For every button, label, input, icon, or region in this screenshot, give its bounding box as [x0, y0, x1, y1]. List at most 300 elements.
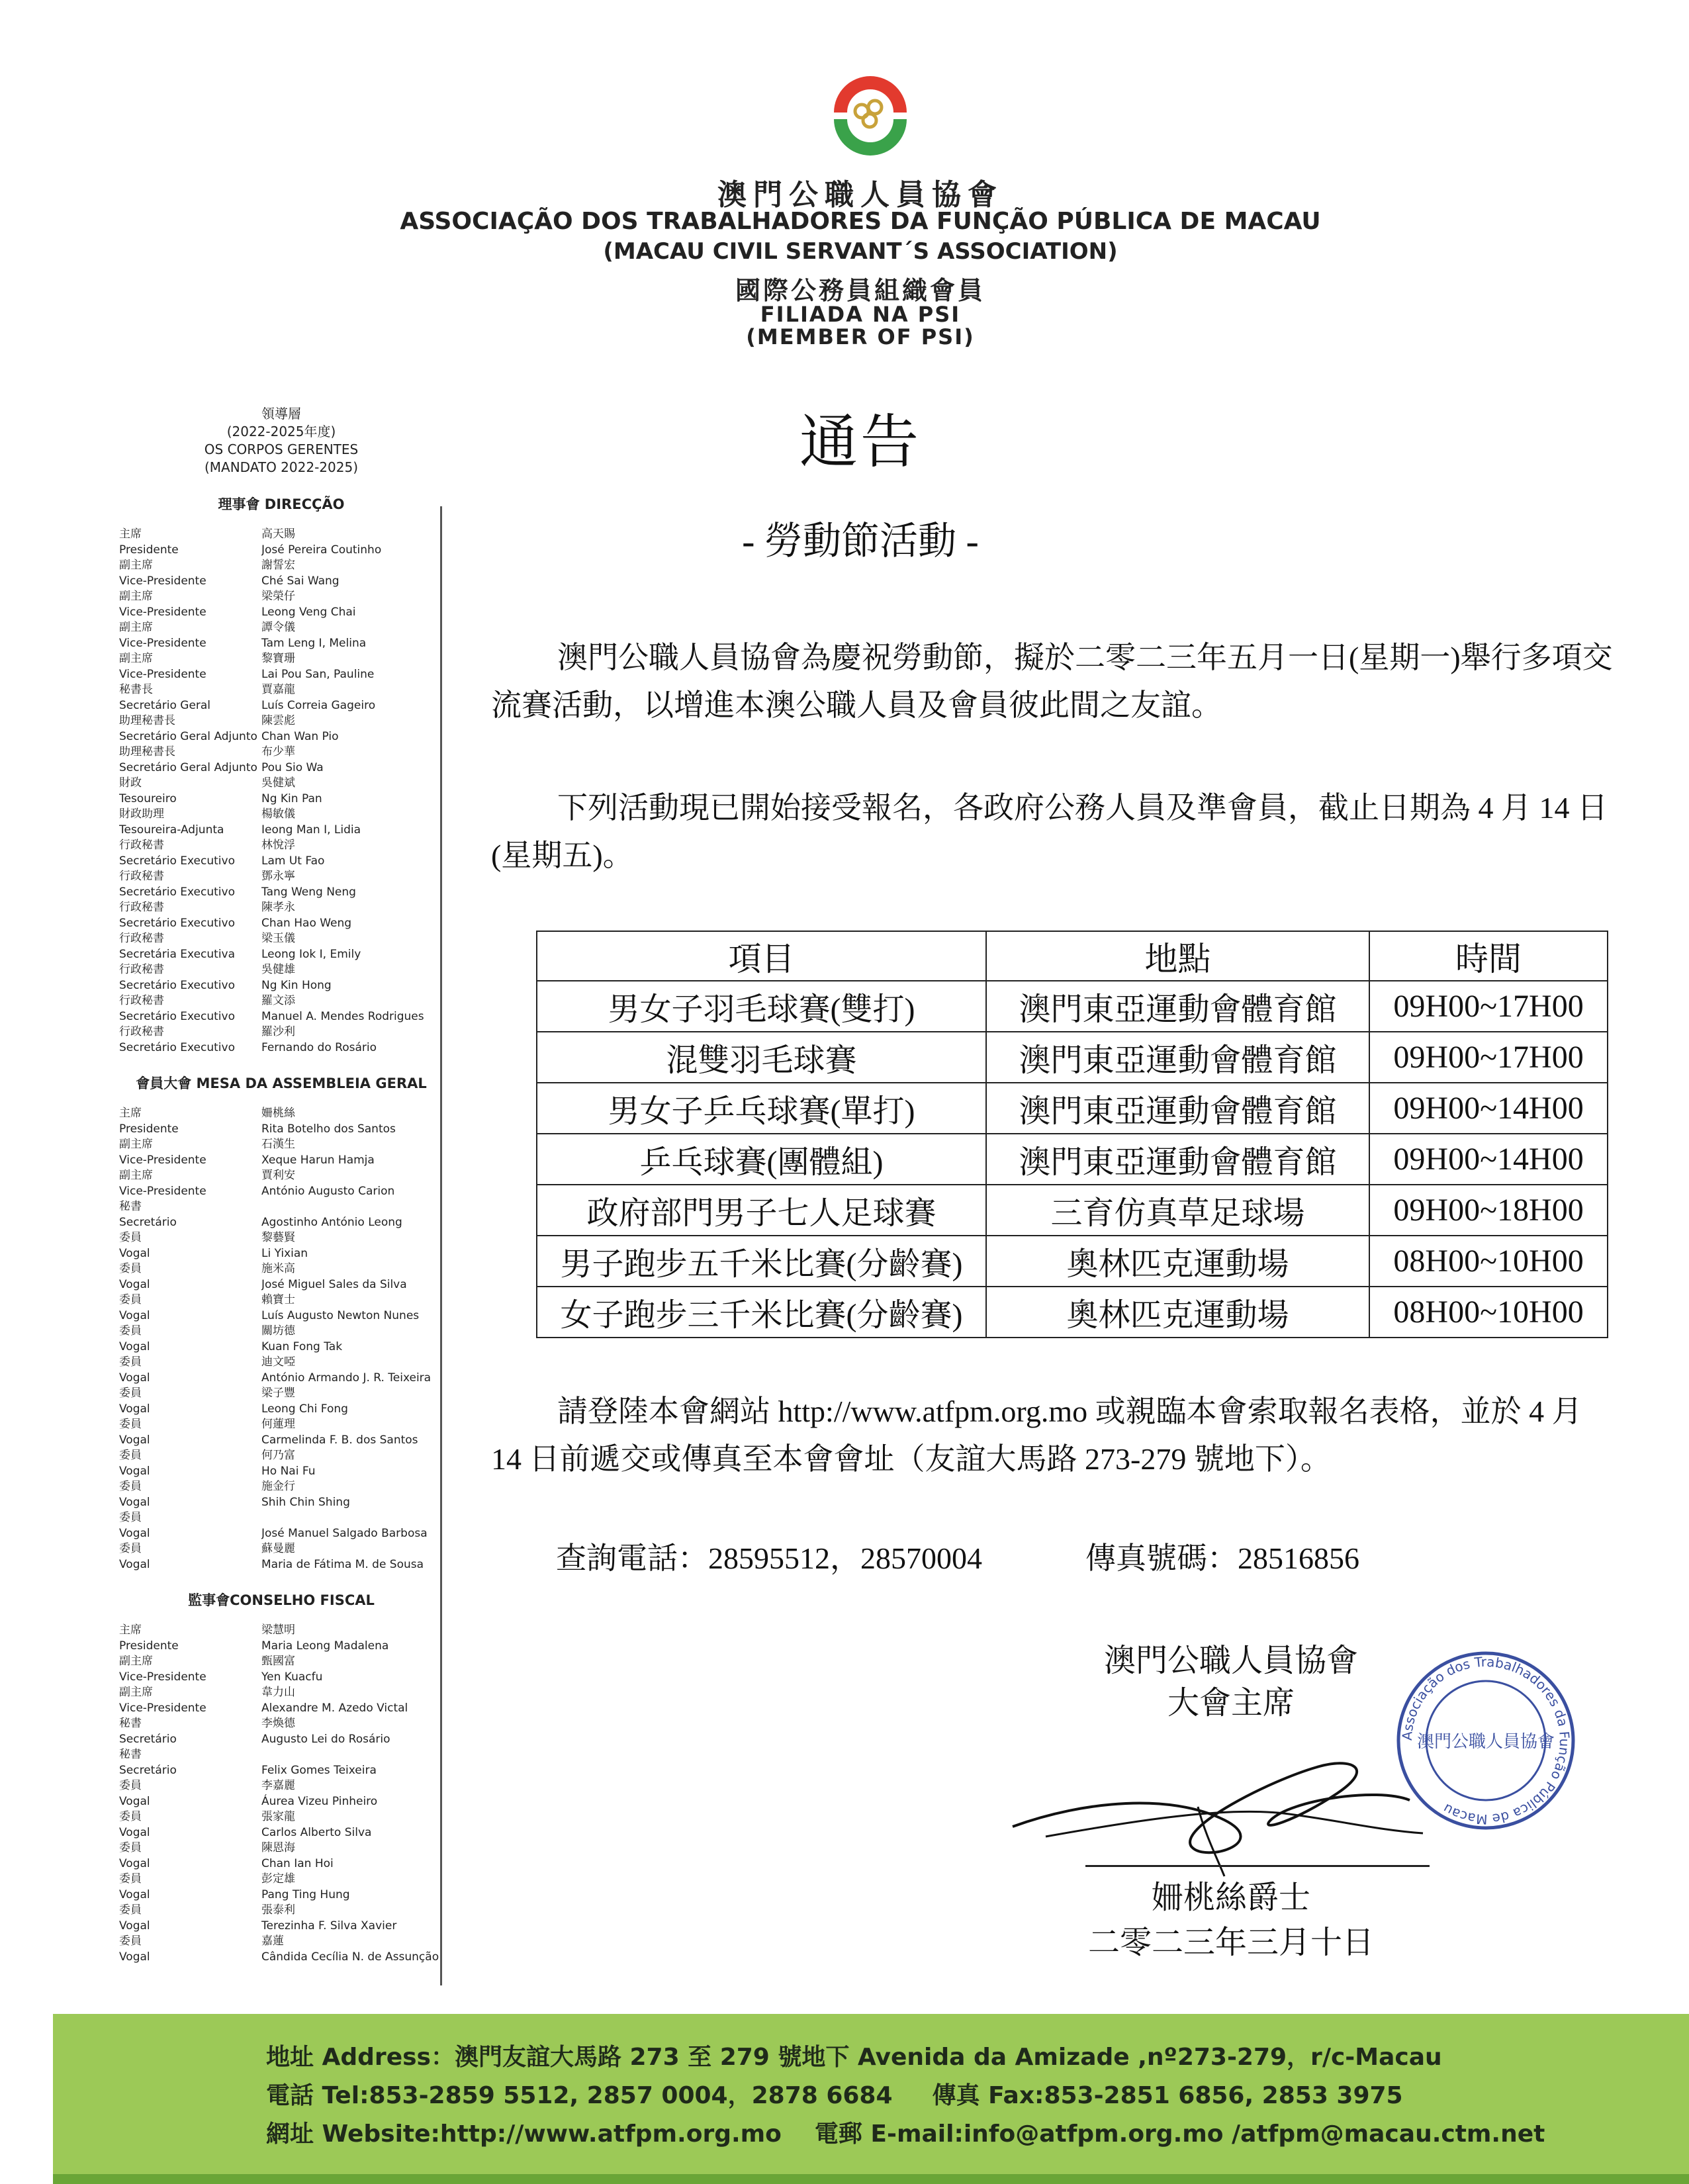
- member-name: Maria de Fátima M. de Sousa: [261, 1557, 424, 1571]
- member-role: Secretário Executivo: [119, 916, 235, 930]
- footer-address: 地址 Address：澳門友誼大馬路 273 至 279 號地下 Avenida da Amizade ,nº273-279，r/c-Macau: [266, 2044, 1442, 2071]
- header-time: 時間: [1369, 931, 1608, 981]
- header-psi-pt: FILIADA NA PSI: [760, 302, 961, 327]
- fiscal-title: 監事會CONSELHO FISCAL: [188, 1592, 375, 1608]
- member-role: 秘書: [119, 1748, 142, 1761]
- signature-name: 姍桃絲爵士: [1151, 1880, 1310, 1915]
- sidebar-heading-pt: OS CORPOS GERENTES: [204, 441, 359, 457]
- sidebar-member-row: [119, 1623, 443, 1639]
- member-role: Tesoureira-Adjunta: [119, 823, 224, 837]
- notice-paragraph-2: [491, 784, 1616, 880]
- member-role: 行政秘書: [119, 932, 164, 945]
- member-role: 主席: [119, 527, 142, 541]
- event-time: 09H00~18H00: [1369, 1185, 1608, 1236]
- sidebar-member-row: [119, 838, 443, 854]
- assembleia-title: 會員大會 MESA DA ASSEMBLEIA GERAL: [136, 1075, 427, 1091]
- member-role: 副主席: [119, 559, 153, 572]
- signature-org: 澳門公職人員協會: [1103, 1643, 1358, 1678]
- member-role: Vogal: [119, 1277, 150, 1291]
- member-role: Secretário: [119, 1732, 177, 1746]
- member-name: Agostinho António Leong: [261, 1215, 402, 1229]
- member-role: 行政秘書: [119, 994, 164, 1007]
- member-name: Fernando do Rosário: [261, 1040, 377, 1054]
- member-name: Cândida Cecília N. de Assunção: [261, 1950, 439, 1964]
- member-name: Tang Weng Neng: [261, 885, 356, 899]
- sidebar-member-row: [119, 792, 443, 807]
- event-item: 男女子乒乓球賽(單打): [537, 1083, 986, 1134]
- member-role: 財政助理: [119, 807, 164, 821]
- member-name: 陳恩海: [261, 1841, 295, 1854]
- member-name: Terezinha F. Silva Xavier: [261, 1919, 397, 1933]
- member-role: Secretário Executivo: [119, 885, 235, 899]
- sidebar-member-row: [119, 713, 443, 729]
- sidebar-member-row: [119, 543, 443, 559]
- member-name: 鄧永寧: [261, 870, 295, 883]
- sidebar-member-row: [119, 1685, 443, 1701]
- footer-tel: 電話 Tel:853-2859 5512, 2857 0004，2878 6684: [266, 2082, 893, 2109]
- member-name: 何乃富: [261, 1449, 295, 1462]
- sidebar-member-row: [119, 1464, 443, 1480]
- sidebar-member-row: [119, 698, 443, 714]
- sidebar-member-row: [119, 1919, 443, 1934]
- sidebar-member-row: [119, 1417, 443, 1433]
- event-item: 政府部門男子七人足球賽: [537, 1185, 986, 1236]
- member-role: 委員: [119, 1387, 142, 1400]
- member-name: 嘉蓮: [261, 1934, 284, 1948]
- member-name: José Pereira Coutinho: [261, 543, 382, 557]
- member-name: Chan Hao Weng: [261, 916, 352, 930]
- member-name: Carmelinda F. B. dos Santos: [261, 1433, 418, 1447]
- member-name: Lam Ut Fao: [261, 854, 325, 868]
- fiscal-list: [119, 1623, 443, 1965]
- member-role: Presidente: [119, 543, 179, 557]
- member-role: Secretário Geral: [119, 698, 211, 712]
- member-name: 吳健雄: [261, 963, 295, 976]
- member-name: Pang Ting Hung: [261, 1888, 350, 1901]
- member-role: Secretário Executivo: [119, 1040, 235, 1054]
- sidebar-member-row: [119, 729, 443, 745]
- sidebar-member-row: [119, 682, 443, 698]
- sidebar-member-row: [119, 931, 443, 947]
- member-name: Chan Wan Pio: [261, 729, 339, 743]
- member-name: Shih Chin Shing: [261, 1495, 350, 1509]
- member-name: Chan Ian Hoi: [261, 1856, 334, 1870]
- sidebar-member-row: [119, 1308, 443, 1324]
- sidebar-member-row: [119, 574, 443, 590]
- seal-text-zh: 澳門公職人員協會: [1416, 1732, 1555, 1752]
- member-role: 秘書: [119, 1200, 142, 1213]
- sidebar-member-row: [119, 636, 443, 652]
- assembleia-list: [119, 1106, 443, 1572]
- event-place: 奧林匹克運動場: [986, 1287, 1369, 1338]
- member-name: 梁榮仔: [261, 590, 295, 603]
- sidebar-member-row: [119, 1903, 443, 1919]
- notice-paragraph-3: [491, 1388, 1616, 1483]
- sidebar-member-row: [119, 1215, 443, 1231]
- signature-line: [1085, 1865, 1430, 1867]
- member-role: Vogal: [119, 1919, 150, 1933]
- member-name: Maria Leong Madalena: [261, 1639, 389, 1653]
- member-role: Vogal: [119, 1557, 150, 1571]
- member-name: Luís Correia Gageiro: [261, 698, 376, 712]
- member-name: Ho Nai Fu: [261, 1464, 316, 1478]
- member-name: Li Yixian: [261, 1246, 308, 1260]
- member-role: 行政秘書: [119, 963, 164, 976]
- table-row: [537, 1083, 1608, 1134]
- sidebar-member-row: [119, 1261, 443, 1277]
- sidebar-member-row: [119, 1701, 443, 1717]
- member-role: Vogal: [119, 1950, 150, 1964]
- table-row: [537, 981, 1608, 1032]
- member-name: 韋力山: [261, 1686, 295, 1699]
- official-seal-icon: [1393, 1648, 1578, 1833]
- signature-role: 大會主席: [1167, 1686, 1295, 1721]
- member-role: 主席: [119, 1623, 142, 1637]
- member-role: 秘書長: [119, 683, 153, 696]
- sidebar-member-row: [119, 1670, 443, 1686]
- footer-email[interactable]: 電郵 E-mail:info@atfpm.org.mo /atfpm@macau.ctm.net: [814, 2120, 1545, 2148]
- member-role: 副主席: [119, 1655, 153, 1668]
- member-name: 蘇曼麗: [261, 1542, 295, 1555]
- seal-text-pt: Associação dos Trabalhadores da Função Pública de Macau: [1398, 1653, 1573, 1828]
- member-role: 副主席: [119, 652, 153, 665]
- member-role: 副主席: [119, 621, 153, 634]
- member-role: Vogal: [119, 1464, 150, 1478]
- notice-paragraph-1: [491, 634, 1616, 729]
- footer-tel-fax: [266, 2077, 1403, 2111]
- sidebar-member-row: [119, 1340, 443, 1355]
- events-table-header: [537, 931, 1608, 981]
- member-name: 陳孝永: [261, 901, 295, 914]
- table-row: [537, 1287, 1608, 1338]
- sidebar-member-row: [119, 1199, 443, 1215]
- event-item: 男子跑步五千米比賽(分齡賽): [537, 1236, 986, 1287]
- member-name: Ieong Man I, Lidia: [261, 823, 361, 837]
- member-name: 羅沙利: [261, 1025, 295, 1038]
- member-role: 助理秘書長: [119, 745, 175, 758]
- member-name: [261, 1510, 443, 1526]
- member-role: Tesoureiro: [119, 792, 177, 805]
- sidebar-member-row: [119, 993, 443, 1009]
- event-time: 09H00~17H00: [1369, 981, 1608, 1032]
- header-name-zh: 澳門公職人員協會: [717, 178, 1003, 212]
- member-role: 副主席: [119, 1686, 153, 1699]
- member-name: 迪文啞: [261, 1355, 295, 1369]
- member-name: 賴寶士: [261, 1293, 295, 1306]
- member-role: 委員: [119, 1934, 142, 1948]
- table-row: [537, 1032, 1608, 1083]
- member-role: 行政秘書: [119, 870, 164, 883]
- member-role: 委員: [119, 1418, 142, 1431]
- header-name-en: (MACAU CIVIL SERVANT´S ASSOCIATION): [603, 238, 1118, 265]
- member-name: 甄國富: [261, 1655, 295, 1668]
- event-item: 女子跑步三千米比賽(分齡賽): [537, 1287, 986, 1338]
- event-time: 09H00~14H00: [1369, 1083, 1608, 1134]
- event-item: 男女子羽毛球賽(雙打): [537, 981, 986, 1032]
- member-name: 關坊德: [261, 1324, 295, 1338]
- member-name: Xeque Harun Hamja: [261, 1153, 375, 1167]
- sidebar-member-row: [119, 1872, 443, 1888]
- member-name: 梁慧明: [261, 1623, 295, 1637]
- sidebar-member-row: [119, 978, 443, 994]
- event-time: 08H00~10H00: [1369, 1287, 1608, 1338]
- member-role: 委員: [119, 1542, 142, 1555]
- member-name: 何蓮理: [261, 1418, 295, 1431]
- sidebar-member-row: [119, 1794, 443, 1810]
- member-role: Vogal: [119, 1888, 150, 1901]
- member-role: 委員: [119, 1903, 142, 1917]
- member-role: Vice-Presidente: [119, 605, 206, 619]
- header-item: 項目: [537, 931, 986, 981]
- sidebar-member-row: [119, 620, 443, 636]
- sidebar-member-row: [119, 807, 443, 823]
- member-role: Secretário Geral Adjunto: [119, 729, 257, 743]
- member-name: Manuel A. Mendes Rodrigues: [261, 1009, 424, 1023]
- table-row: [537, 1134, 1608, 1185]
- event-item: 混雙羽毛球賽: [537, 1032, 986, 1083]
- member-role: Vice-Presidente: [119, 667, 206, 681]
- sidebar-member-row: [119, 1009, 443, 1025]
- member-role: Secretário Executivo: [119, 978, 235, 992]
- events-table: [536, 931, 1608, 1338]
- member-name: 張泰利: [261, 1903, 295, 1917]
- member-name: Ng Kin Hong: [261, 978, 332, 992]
- sidebar-member-row: [119, 1168, 443, 1184]
- member-role: Secretária Executiva: [119, 947, 236, 961]
- sidebar-member-row: [119, 869, 443, 885]
- member-name: Luís Augusto Newton Nunes: [261, 1308, 420, 1322]
- member-name: Augusto Lei do Rosário: [261, 1732, 390, 1746]
- member-name: Rita Botelho dos Santos: [261, 1122, 396, 1136]
- member-role: Secretário Executivo: [119, 854, 235, 868]
- member-role: 委員: [119, 1841, 142, 1854]
- member-name: Lai Pou San, Pauline: [261, 667, 375, 681]
- member-role: Vogal: [119, 1495, 150, 1509]
- member-name: 羅文添: [261, 994, 295, 1007]
- event-place: 澳門東亞運動會體育館: [986, 1032, 1369, 1083]
- member-name: 彭定雄: [261, 1872, 295, 1886]
- sidebar-heading-zh: 領導層: [261, 406, 301, 422]
- member-role: Secretário: [119, 1763, 177, 1777]
- table-row: [537, 1185, 1608, 1236]
- member-name: Leong Veng Chai: [261, 605, 356, 619]
- footer-fax: 傳真 Fax:853-2851 6856, 2853 3975: [932, 2082, 1403, 2109]
- sidebar-member-row: [119, 1557, 443, 1573]
- sidebar-member-row: [119, 1495, 443, 1511]
- member-role: Vogal: [119, 1308, 150, 1322]
- event-time: 08H00~10H00: [1369, 1236, 1608, 1287]
- sidebar-term-pt: (MANDATO 2022-2025): [204, 459, 358, 475]
- member-name: 黎藝賢: [261, 1231, 295, 1244]
- sidebar-member-row: [119, 1526, 443, 1542]
- member-role: Presidente: [119, 1639, 179, 1653]
- sidebar-member-row: [119, 1324, 443, 1340]
- sidebar-member-row: [119, 558, 443, 574]
- member-role: Vice-Presidente: [119, 1153, 206, 1167]
- member-name: 張家龍: [261, 1810, 295, 1823]
- member-role: 委員: [119, 1480, 142, 1493]
- member-role: Vogal: [119, 1340, 150, 1353]
- sidebar-member-row: [119, 1825, 443, 1841]
- sidebar-member-row: [119, 589, 443, 605]
- member-role: 委員: [119, 1355, 142, 1369]
- member-role: 秘書: [119, 1717, 142, 1730]
- sidebar-member-row: [119, 1732, 443, 1748]
- sidebar-member-row: [119, 1888, 443, 1903]
- member-role: 委員: [119, 1324, 142, 1338]
- sidebar-member-row: [119, 1433, 443, 1449]
- event-place: 三育仿真草足球場: [986, 1185, 1369, 1236]
- sidebar-member-row: [119, 854, 443, 870]
- member-role: Secretário: [119, 1215, 177, 1229]
- member-role: 委員: [119, 1231, 142, 1244]
- header-place: 地點: [986, 931, 1369, 981]
- sidebar-member-row: [119, 1040, 443, 1056]
- member-name: Pou Sio Wa: [261, 760, 324, 774]
- event-place: 澳門東亞運動會體育館: [986, 1134, 1369, 1185]
- sidebar-member-row: [119, 1778, 443, 1794]
- event-time: 09H00~14H00: [1369, 1134, 1608, 1185]
- sidebar-member-row: [119, 760, 443, 776]
- sidebar-member-row: [119, 1934, 443, 1950]
- member-name: 譚令儀: [261, 621, 295, 634]
- sidebar-member-row: [119, 1763, 443, 1779]
- sidebar-member-row: [119, 527, 443, 543]
- footer-website[interactable]: 網址 Website:http://www.atfpm.org.mo: [266, 2120, 782, 2148]
- member-name: Alexandre M. Azedo Victal: [261, 1701, 408, 1715]
- sidebar-member-row: [119, 605, 443, 621]
- sidebar-member-row: [119, 1809, 443, 1825]
- member-name: 陳雲彪: [261, 714, 295, 727]
- member-role: 委員: [119, 1262, 142, 1275]
- member-name: 布少華: [261, 745, 295, 758]
- sidebar-member-row: [119, 667, 443, 683]
- association-logo-icon: [827, 73, 913, 159]
- leadership-sidebar: [119, 405, 443, 1965]
- sidebar-member-row: [119, 1541, 443, 1557]
- member-role: Vice-Presidente: [119, 574, 206, 588]
- event-item: 乒乓球賽(團體組): [537, 1134, 986, 1185]
- member-name: Tam Leng I, Melina: [261, 636, 367, 650]
- member-name: 石漢生: [261, 1138, 295, 1151]
- sidebar-member-row: [119, 1747, 443, 1763]
- member-role: Vice-Presidente: [119, 1701, 206, 1715]
- member-name: Ché Sai Wang: [261, 574, 340, 588]
- member-role: 委員: [119, 1810, 142, 1823]
- member-role: Vogal: [119, 1246, 150, 1260]
- member-name: José Miguel Sales da Silva: [261, 1277, 407, 1291]
- sidebar-member-row: [119, 1716, 443, 1732]
- member-role: 行政秘書: [119, 901, 164, 914]
- member-name: Yen Kuacfu: [261, 1670, 323, 1684]
- footer-band: [53, 2174, 1689, 2184]
- event-time: 09H00~17H00: [1369, 1032, 1608, 1083]
- event-place: 奧林匹克運動場: [986, 1236, 1369, 1287]
- sidebar-member-row: [119, 916, 443, 932]
- event-place: 澳門東亞運動會體育館: [986, 981, 1369, 1032]
- member-name: José Manuel Salgado Barbosa: [261, 1526, 428, 1540]
- member-role: 主席: [119, 1107, 142, 1120]
- member-role: Vogal: [119, 1794, 150, 1808]
- sidebar-member-row: [119, 1402, 443, 1418]
- member-name: Leong Chi Fong: [261, 1402, 348, 1416]
- member-name: Kuan Fong Tak: [261, 1340, 343, 1353]
- member-name: Ng Kin Pan: [261, 792, 322, 805]
- member-role: Vogal: [119, 1526, 150, 1540]
- member-name: 謝誓宏: [261, 559, 295, 572]
- phone-info: 查詢電話：28595512，28570004: [556, 1541, 982, 1575]
- member-name: António Augusto Carion: [261, 1184, 395, 1198]
- member-role: Vogal: [119, 1402, 150, 1416]
- member-name: Áurea Vizeu Pinheiro: [261, 1794, 378, 1808]
- member-role: Vogal: [119, 1825, 150, 1839]
- sidebar-member-row: [119, 1386, 443, 1402]
- sidebar-member-row: [119, 1479, 443, 1495]
- sidebar-member-row: [119, 776, 443, 792]
- notice-title: 通告: [799, 411, 921, 475]
- sidebar-member-row: [119, 947, 443, 963]
- sidebar-member-row: [119, 885, 443, 901]
- sidebar-member-row: [119, 1122, 443, 1138]
- member-name: 高天賜: [261, 527, 295, 541]
- member-role: 行政秘書: [119, 1025, 164, 1038]
- member-name: Felix Gomes Teixeira: [261, 1763, 377, 1777]
- notice-paragraph-3-text: 請登陸本會網站 http://www.atfpm.org.mo 或親臨本會索取報名表格，並於 4 月 14 日前遞交或傳真至本會會址（友誼大馬路 273-279 號地下）。: [491, 1394, 1582, 1476]
- member-role: Secretário Executivo: [119, 1009, 235, 1023]
- member-role: 財政: [119, 776, 142, 790]
- sidebar-member-row: [119, 1277, 443, 1293]
- sidebar-member-row: [119, 1024, 443, 1040]
- member-name: 梁玉儀: [261, 932, 295, 945]
- sidebar-member-row: [119, 1371, 443, 1387]
- sidebar-member-row: [119, 1106, 443, 1122]
- header-psi-zh: 國際公務員組織會員: [735, 276, 985, 305]
- notice-paragraph-1-text: 澳門公職人員協會為慶祝勞動節，擬於二零二三年五月一日(星期一)舉行多項交流賽活動，以增進本澳公職人員及會員彼此間之友誼。: [491, 641, 1613, 722]
- member-role: 委員: [119, 1779, 142, 1792]
- sidebar-member-row: [119, 823, 443, 839]
- sidebar-member-row: [119, 1246, 443, 1262]
- member-name: 李煥德: [261, 1717, 295, 1730]
- header-psi-en: (MEMBER OF PSI): [746, 324, 975, 349]
- member-role: 助理秘書長: [119, 714, 175, 727]
- member-role: Vice-Presidente: [119, 1670, 206, 1684]
- sidebar-member-row: [119, 1856, 443, 1872]
- member-role: Vice-Presidente: [119, 636, 206, 650]
- member-role: Vogal: [119, 1856, 150, 1870]
- member-role: Presidente: [119, 1122, 179, 1136]
- member-name: 吳健斌: [261, 776, 295, 790]
- footer-web-email: [266, 2115, 1545, 2149]
- member-name: 楊敏儀: [261, 807, 295, 821]
- header-name-pt: ASSOCIAÇÃO DOS TRABALHADORES DA FUNÇÃO PÚBLICA DE MACAU: [400, 208, 1321, 235]
- sidebar-member-row: [119, 1510, 443, 1526]
- member-role: 行政秘書: [119, 839, 164, 852]
- sidebar-member-row: [119, 1654, 443, 1670]
- member-role: 副主席: [119, 1138, 153, 1151]
- member-name: 黎寶珊: [261, 652, 295, 665]
- member-role: 委員: [119, 1449, 142, 1462]
- member-role: Secretário Geral Adjunto: [119, 760, 257, 774]
- member-name: 賈利安: [261, 1169, 295, 1182]
- sidebar-member-row: [119, 1841, 443, 1856]
- sidebar-divider: [440, 506, 442, 1985]
- sidebar-member-row: [119, 900, 443, 916]
- event-place: 澳門東亞運動會體育館: [986, 1083, 1369, 1134]
- member-role: 委員: [119, 1511, 142, 1524]
- direccao-title: 理事會 DIRECÇÃO: [218, 496, 345, 512]
- member-name: [261, 1747, 443, 1763]
- member-name: 施金行: [261, 1480, 295, 1493]
